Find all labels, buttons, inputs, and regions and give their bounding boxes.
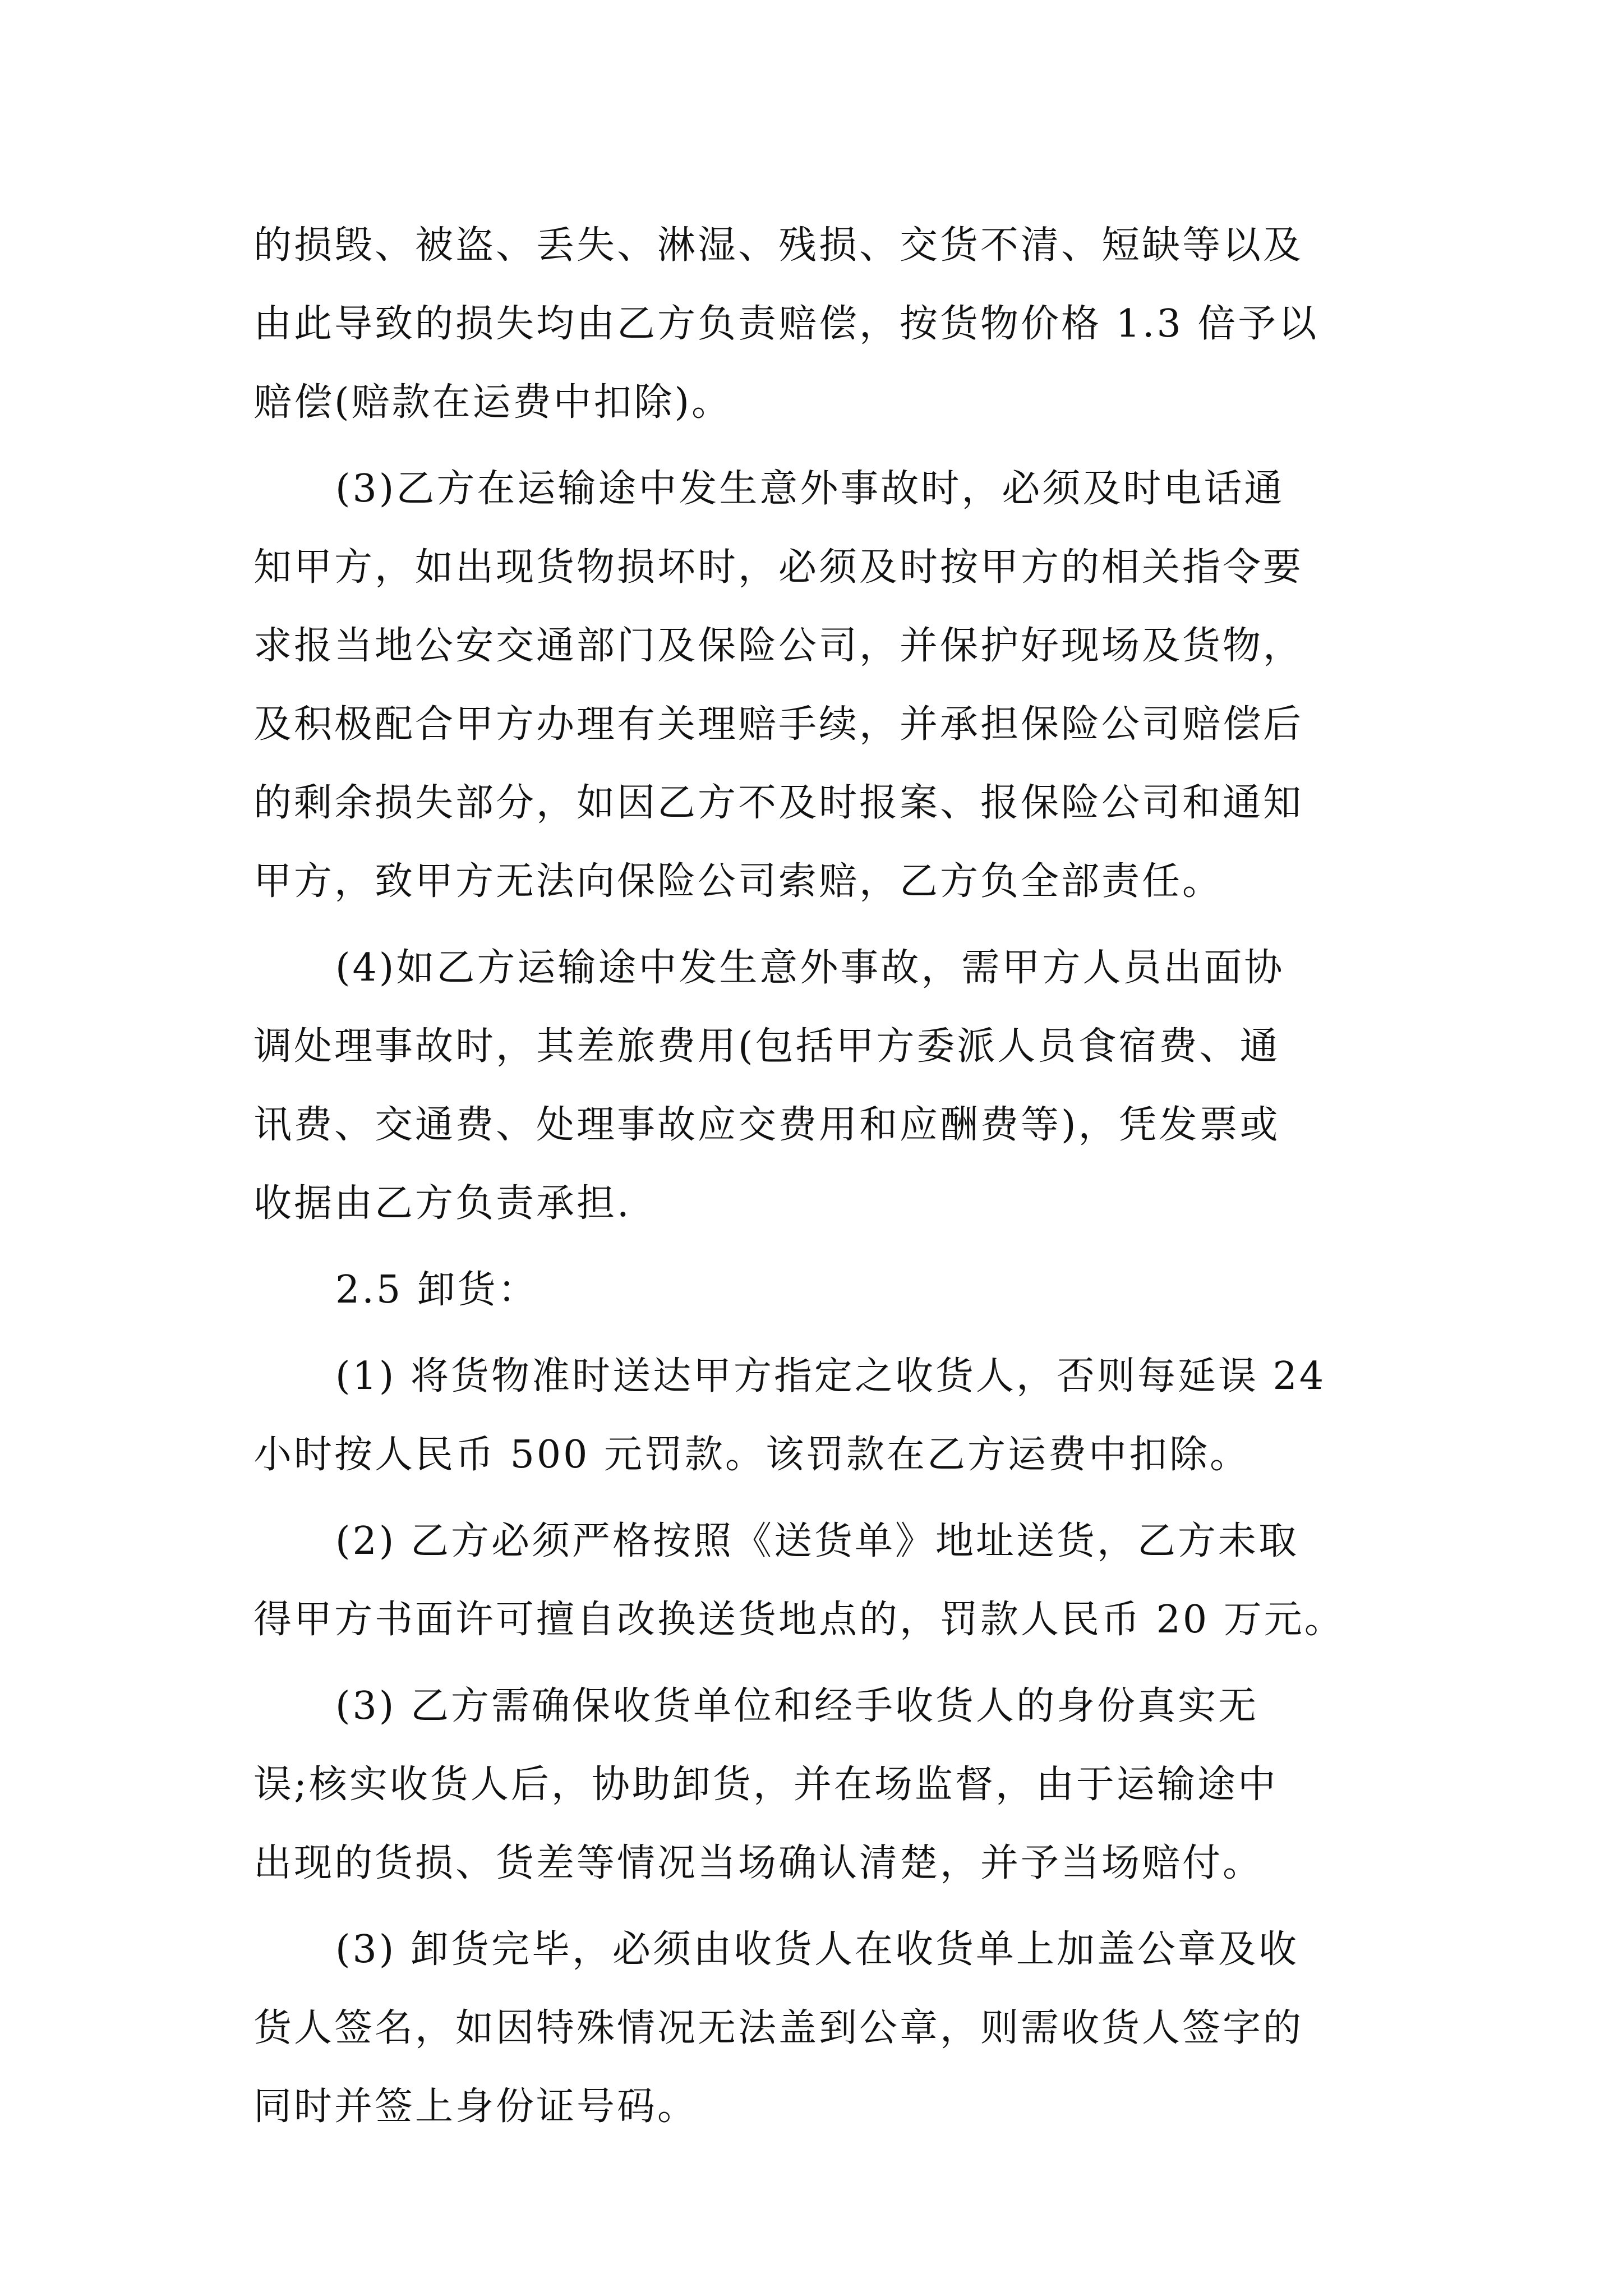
paragraph-line: (4)如乙方运输途中发生意外事故，需甲方人员出面协	[335, 946, 1285, 990]
paragraph-line: 知甲方，如出现货物损坏时，必须及时按甲方的相关指令要	[253, 545, 1304, 590]
paragraph-line: 求报当地公安交通部门及保险公司，并保护好现场及货物，	[253, 624, 1304, 668]
paragraph-line: 的剩余损失部分，如因乙方不及时报案、报保险公司和通知	[253, 781, 1304, 825]
paragraph-line: 小时按人民币 500 元罚款。该罚款在乙方运费中扣除。	[253, 1433, 1251, 1477]
paragraph-line: 误;核实收货人后，协助卸货，并在场监督，由于运输途中	[253, 1763, 1278, 1807]
document-body	[253, 206, 1375, 2146]
paragraph-line: (1) 将货物准时送达甲方指定之收货人，否则每延误 24	[335, 1354, 1326, 1398]
paragraph-line: 出现的货损、货差等情况当场确认清楚，并予当场赔付。	[253, 1841, 1264, 1885]
section-heading: 2.5 卸货：	[335, 1268, 538, 1312]
paragraph-line: 货人签名，如因特殊情况无法盖到公章，则需收货人签字的	[253, 2006, 1304, 2050]
paragraph-line: (3) 乙方需确保收货单位和经手收货人的身份真实无	[335, 1684, 1258, 1728]
paragraph-line: (3) 卸货完毕，必须由收货人在收货单上加盖公章及收	[335, 1927, 1299, 1972]
paragraph-line: 收据由乙方负责承担.	[253, 1181, 631, 1226]
paragraph-line: 及积极配合甲方办理有关理赔手续，并承担保险公司赔偿后	[253, 702, 1304, 747]
paragraph-line: 由此导致的损失均由乙方负责赔偿，按货物价格 1.3 倍予以	[253, 302, 1319, 346]
paragraph-line: 得甲方书面许可擅自改换送货地点的，罚款人民币 20 万元。	[253, 1598, 1345, 1642]
paragraph-line: 赔偿(赔款在运费中扣除)。	[253, 380, 732, 425]
paragraph-line: 调处理事故时，其差旅费用(包括甲方委派人员食宿费、通	[253, 1024, 1280, 1069]
paragraph-line: 同时并签上身份证号码。	[253, 2085, 698, 2129]
paragraph-line: 讯费、交通费、处理事故应交费用和应酬费等)，凭发票或	[253, 1103, 1280, 1147]
paragraph-line: 的损毁、被盗、丢失、淋湿、残损、交货不清、短缺等以及	[253, 223, 1304, 268]
paragraph-line: 甲方，致甲方无法向保险公司索赔，乙方负全部责任。	[253, 859, 1223, 904]
paragraph-line: (3)乙方在运输途中发生意外事故时，必须及时电话通	[335, 467, 1285, 511]
paragraph-line: (2) 乙方必须严格按照《送货单》地址送货，乙方未取	[335, 1519, 1299, 1563]
